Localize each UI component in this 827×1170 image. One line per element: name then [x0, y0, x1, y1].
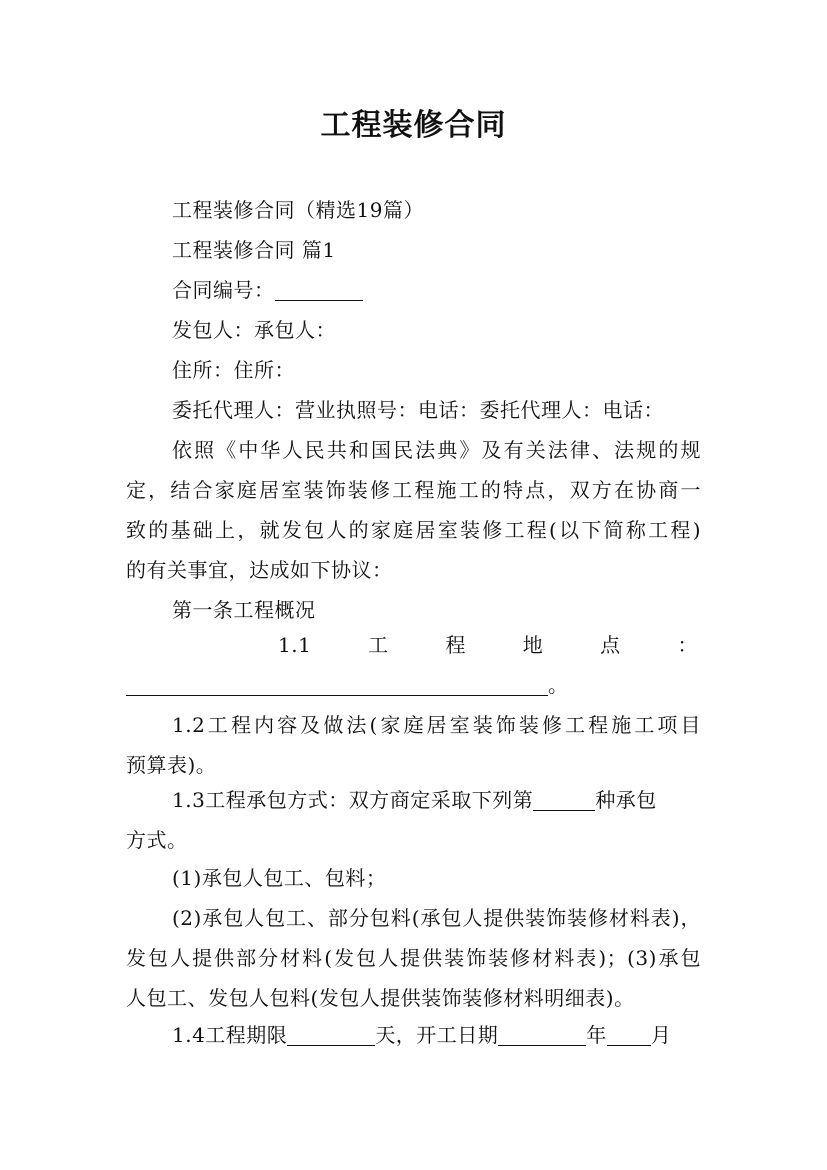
section-heading: 工程装修合同 篇1: [172, 238, 336, 262]
document-title: 工程装修合同: [320, 108, 507, 143]
duration-line: [172, 1015, 701, 1055]
year-blank: [498, 1019, 586, 1046]
article-heading: 第一条工程概况: [172, 598, 316, 622]
paragraph-line: 方式。: [126, 828, 188, 852]
paragraph-line: 1.2工程内容及做法(家庭居室装饰装修工程施工项目: [172, 713, 701, 737]
spread-char: 点: [600, 633, 621, 657]
contract-method-suffix: 种承包: [595, 788, 657, 812]
address-line: 住所：住所：: [172, 358, 295, 382]
period: 。: [548, 673, 569, 697]
agent-line: 委托代理人：营业执照号：电话：委托代理人：电话：: [172, 398, 664, 422]
contract-method-blank: [533, 784, 595, 811]
option-line: (2)承包人包工、部分包料(承包人提供装饰装修材料表)，: [172, 906, 701, 930]
project-location-line: [278, 625, 698, 665]
project-location-blank-line: [126, 665, 701, 705]
subtitle-line: 工程装修合同（精选19篇）: [172, 198, 424, 222]
contract-method-line: [172, 780, 701, 820]
paragraph-line: 的有关事宜，达成如下协议：: [126, 558, 393, 582]
spread-char: 1.1: [278, 633, 312, 657]
paragraph-line: 定，结合家庭居室装饰装修工程施工的特点，双方在协商一: [126, 478, 701, 502]
start-date-label: 天，开工日期: [375, 1023, 499, 1047]
option-line: 发包人提供部分材料(发包人提供装饰装修材料表)；(3)承包: [126, 946, 701, 970]
parties-line: 发包人：承包人：: [172, 318, 336, 342]
month-label: 月: [650, 1023, 672, 1047]
month-blank: [607, 1019, 651, 1046]
option-line: (1)承包人包工、包料；: [172, 866, 387, 890]
year-label: 年: [586, 1023, 607, 1047]
paragraph-line: 依照《中华人民共和国民法典》及有关法律、法规的规: [172, 438, 701, 462]
spread-char: 程: [445, 633, 466, 657]
contract-number-blank: [275, 274, 363, 301]
days-blank: [287, 1019, 375, 1046]
project-location-blank: [126, 669, 548, 696]
spread-char: 地: [522, 633, 544, 657]
spread-char: 工: [368, 633, 389, 657]
duration-label: 1.4工程期限: [172, 1023, 288, 1047]
contract-method-text: 1.3工程承包方式：双方商定采取下列第: [172, 788, 534, 812]
paragraph-line: 预算表)。: [126, 753, 217, 777]
option-line: 人包工、发包人包料(发包人提供装饰装修材料明细表)。: [126, 986, 635, 1010]
contract-number-line: [172, 270, 701, 310]
contract-number-label: 合同编号：: [172, 278, 275, 302]
spread-char: ：: [677, 633, 698, 657]
paragraph-line: 致的基础上，就发包人的家庭居室装修工程(以下简称工程): [126, 518, 701, 542]
